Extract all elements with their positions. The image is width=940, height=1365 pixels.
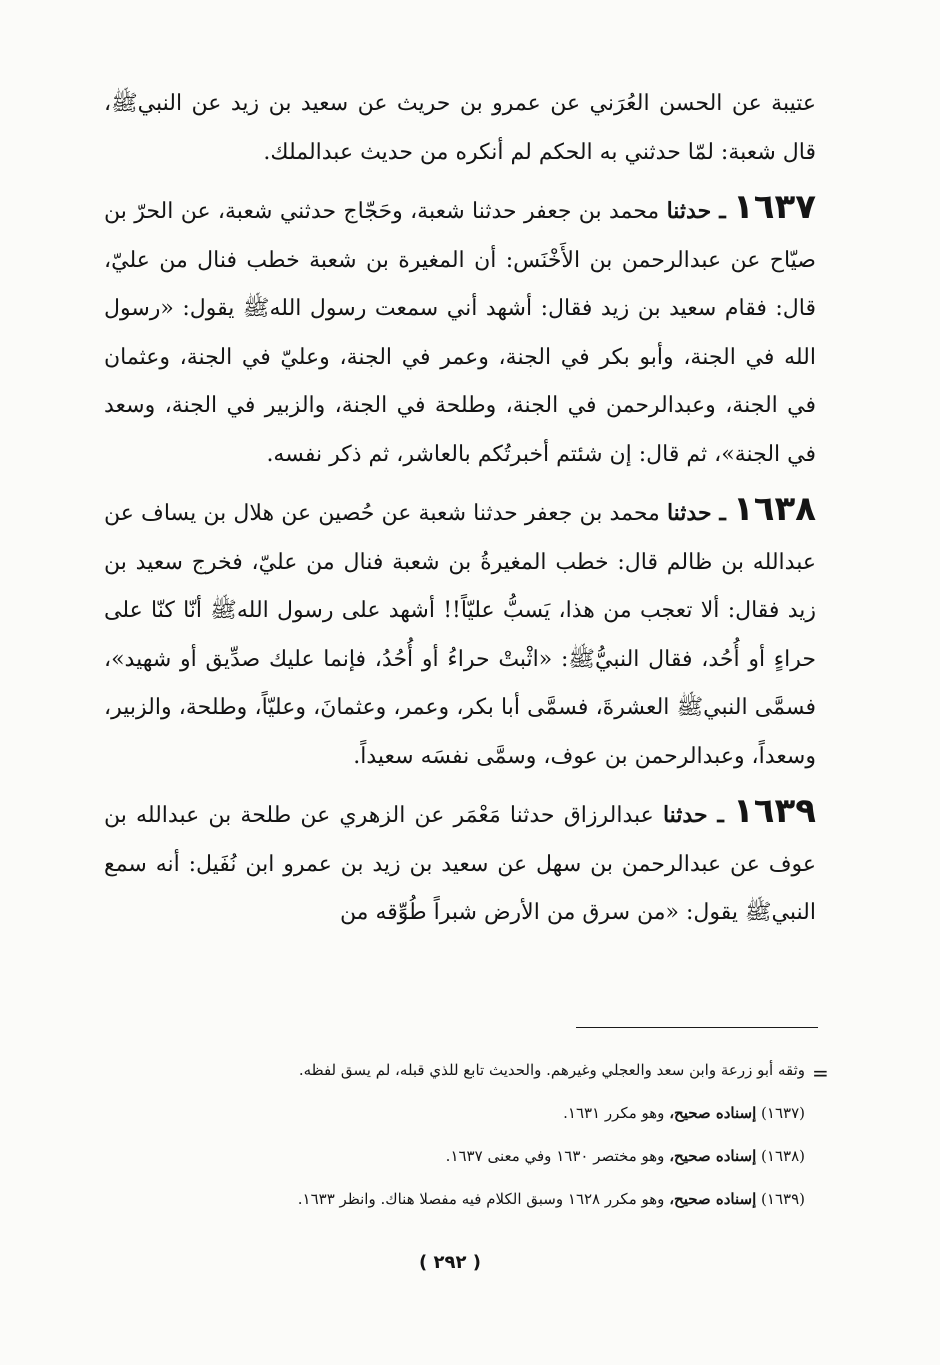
footnotes — [130, 1049, 805, 1221]
footnote-grade: إسناده صحيح، — [669, 1147, 757, 1165]
footnote-body: وهو مكرر ١٦٣١. — [563, 1104, 665, 1122]
page-number: ( ٢٩٢ ) — [419, 1252, 481, 1273]
main-text — [104, 80, 816, 938]
footnote-grade: إسناده صحيح، — [669, 1190, 757, 1208]
footnote-continuation-text: وثقه أبو زرعة وابن سعد والعجلي وغيرهم. والحديث تابع للذي قبله، لم يسق لفظه. — [298, 1061, 805, 1079]
hadith-1638 — [104, 485, 816, 781]
hadith-text-block — [104, 80, 816, 938]
footnote-ref: (١٦٣٧) — [761, 1104, 805, 1122]
continuation-text: عتيبة عن الحسن العُرَني عن عمرو بن حريث عن سعيد بن زيد عن النبيﷺ، قال شعبة: لمّا حدثني به الحكم لم أنكره من حديث عبدالملك. — [104, 91, 816, 165]
hadith-body: عبدالرزاق حدثنا مَعْمَر عن الزهري عن طلحة بن عبدالله بن عوف عن عبدالرحمن بن سهل عن سعيد بن زيد بن عمرو ابن نُفَيل: أنه سمع النبيﷺ يقول: «من سرق من الأرض شبراً طُوِّقه من — [104, 803, 816, 925]
hadith-body: محمد بن جعفر حدثنا شعبة عن حُصين عن هلال بن يساف عن عبدالله بن ظالم قال: خطب المغيرةُ بن شعبة فنال من عليّ، فخرج سعيد بن زيد فقال: ألا تعجب من هذا، يَسبُّ عليّاً!! أشهد على رسول اللهﷺ أنّا كنّا على حراءٍ أو أُحُد، فقال النبيُّﷺ: «اثْبتْ حراءُ أو أُحُدُ، فإنما عليك صدِّيق أو شهيد»، فسمَّى النبيﷺ العشرةَ، فسمَّى أبا بكر، وعمر، وعثمانَ، وعليّاً، وطلحة، والزبير، وسعداً، وعبدالرحمن بن عوف، وسمَّى نفسَه سعيداً. — [104, 501, 816, 769]
hadith-label: ـ حدثنا — [662, 802, 724, 828]
footnote-1639 — [130, 1178, 805, 1221]
hadith-body: محمد بن جعفر حدثنا شعبة، وحَجّاج حدثني شعبة، عن الحرّ بن صيّاح عن عبدالرحمن بن الأَخْنَس: أن المغيرة بن شعبة خطب فنال من عليّ، قال: فقام سعيد بن زيد فقال: أشهد أني سمعت رسول اللهﷺ يقول: «رسول الله في الجنة، وأبو بكر في الجنة، وعمر في الجنة، وعليّ في الجنة، وعثمان في الجنة، وعبدالرحمن في الجنة، وطلحة في الجنة، والزبير في الجنة، وسعد في الجنة»، ثم قال: إن شئتم أخبرتُكم بالعاشر، ثم ذكر نفسه. — [104, 199, 817, 467]
footnote-1638 — [130, 1135, 805, 1178]
footnote-continuation-mark: = — [812, 1061, 829, 1085]
hadith-1637 — [104, 183, 816, 479]
hadith-1639 — [104, 787, 816, 938]
footnote-grade: إسناده صحيح، — [669, 1104, 757, 1122]
footnote-body: وهو مختصر ١٦٣٠ وفي معنى ١٦٣٧. — [445, 1147, 665, 1165]
hadith-label: ـ حدثنا — [666, 500, 726, 526]
hadith-number: ١٦٣٧ — [732, 187, 816, 227]
hadith-number: ١٦٣٨ — [733, 489, 817, 529]
hadith-label: ـ حدثنا — [666, 198, 726, 224]
footnote-ref: (١٦٣٩) — [761, 1190, 805, 1208]
footnote-continuation — [130, 1049, 805, 1092]
continuation-paragraph — [104, 80, 816, 177]
footnote-1637 — [130, 1092, 805, 1135]
footnote-ref: (١٦٣٨) — [761, 1147, 805, 1165]
hadith-number: ١٦٣٩ — [733, 791, 817, 831]
footnote-divider — [576, 1027, 818, 1028]
footnote-body: وهو مكرر ١٦٢٨ وسبق الكلام فيه مفصلا هناك. وانظر ١٦٣٣. — [297, 1190, 665, 1208]
